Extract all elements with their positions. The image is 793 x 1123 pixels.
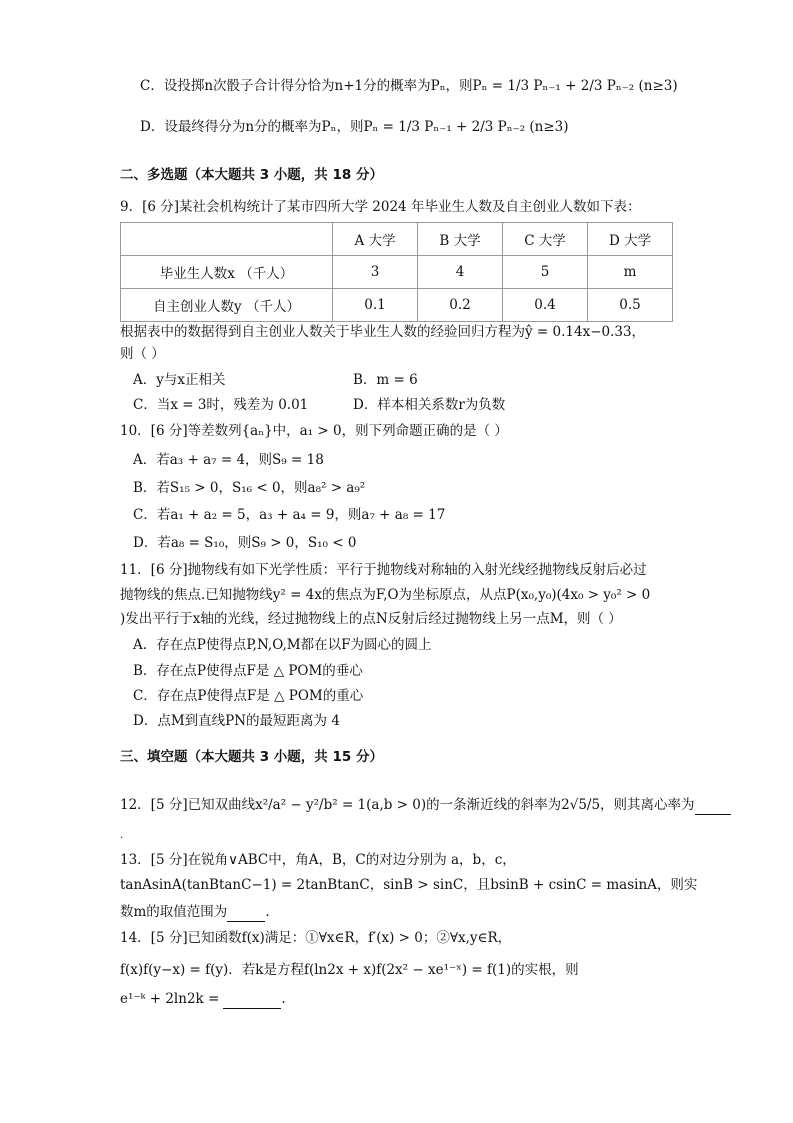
q9-option-c: C．当x = 3时，残差为 0.01	[133, 397, 309, 413]
q10-option-d: D．若a₈ = S₁₀，则S₉ > 0，S₁₀ < 0	[133, 535, 357, 551]
q11-option-b: B．存在点P使得点F是 △ POM的垂心	[133, 663, 363, 679]
q9-stem: 9．[6 分]某社会机构统计了某市四所大学 2024 年毕业生人数及自主创业人数如下表：	[120, 199, 641, 215]
q9-option-a: A．y与x正相关	[133, 372, 226, 388]
q9-option-d: D．样本相关系数r为负数	[353, 397, 506, 413]
q11-option-a: A．存在点P使得点P,N,O,M都在以F为圆心的圆上	[133, 637, 432, 653]
q13-line-3	[120, 902, 270, 922]
q11-line-1: 11．[6 分]抛物线有如下光学性质：平行于抛物线对称轴的入射光线经抛物线反射后必过	[120, 562, 647, 578]
table-cell: 0.1	[333, 289, 418, 322]
q12-answer-blank	[695, 800, 731, 815]
q13-line-2: tanAsinA(tanBtanC−1) = 2tanBtanC，sinB > sinC，且bsinB + csinC = masinA，则实	[120, 877, 698, 893]
table-header-cell: D 大学	[588, 223, 673, 256]
table-cell: 4	[418, 256, 503, 289]
table-row	[121, 289, 673, 322]
table-row	[121, 256, 673, 289]
q13-line-1: 13．[5 分]在锐角∨ABC中，角A，B，C的对边分别为 a，b，c，	[120, 852, 516, 868]
q13-line-3-end: .	[265, 904, 270, 920]
q14-answer-blank	[223, 994, 281, 1009]
q14-line-1: 14．[5 分]已知函数f(x)满足：①∀x∈R，f′(x) > 0；②∀x,y∈R，	[120, 930, 512, 946]
q13-line-3-text: 数m的取值范围为	[120, 904, 228, 920]
table-header-cell	[121, 223, 333, 256]
q11-line-3: )发出平行于x轴的光线，经过抛物线上的点N反射后经过抛物线上另一点M，则（ ）	[120, 611, 622, 627]
table-cell: 0.2	[418, 289, 503, 322]
q10-option-a: A．若a₃ + a₇ = 4，则S₉ = 18	[133, 452, 324, 468]
table-cell: m	[588, 256, 673, 289]
q10-option-c: C．若a₁ + a₂ = 5，a₃ + a₄ = 9，则a₇ + a₈ = 17	[133, 507, 446, 523]
table-header-row	[121, 223, 673, 256]
q10-option-b: B．若S₁₅ > 0，S₁₆ < 0，则a₈² > a₉²	[133, 480, 366, 496]
q9-option-b: B．m = 6	[353, 372, 418, 388]
q11-line-2: 抛物线的焦点.已知抛物线y² = 4x的焦点为F,O为坐标原点，从点P(x₀,y₀)(4x₀ > y₀² > 0	[120, 587, 651, 603]
table-cell: 0.4	[503, 289, 588, 322]
q14-line-3-text: e¹⁻ᵏ + 2ln2k =	[120, 991, 220, 1007]
table-cell: 毕业生人数x （千人）	[121, 256, 333, 289]
q9-question: 则（ ）	[120, 346, 165, 362]
q11-option-d: D．点M到直线PN的最短距离为 4	[133, 713, 340, 729]
q11-option-c: C．存在点P使得点F是 △ POM的重心	[133, 688, 364, 704]
q14-line-2: f(x)f(y−x) = f(y)．若k是方程f(ln2x + x)f(2x² − xe¹⁻ˣ) = f(1)的实根，则	[120, 962, 579, 978]
table-cell: 0.5	[588, 289, 673, 322]
table-header-cell: B 大学	[418, 223, 503, 256]
q8-option-d: D．设最终得分为n分的概率为Pₙ，则Pₙ = 1/3 Pₙ₋₁ + 2/3 Pₙ₋₂ (n≥3)	[140, 119, 569, 135]
table-cell: 自主创业人数y （千人）	[121, 289, 333, 322]
section-2-title: 二、多选题（本大题共 3 小题，共 18 分）	[120, 167, 383, 183]
table-header-cell: A 大学	[333, 223, 418, 256]
q14-line-3-end: .	[281, 991, 286, 1007]
table-cell: 5	[503, 256, 588, 289]
q12-stem-line	[120, 795, 731, 815]
q12-stem: 12．[5 分]已知双曲线x²/a² − y²/b² = 1(a,b > 0)的一条渐近线的斜率为2√5/5，则其离心率为	[120, 797, 695, 813]
q10-stem: 10．[6 分]等差数列{aₙ}中，a₁ > 0，则下列命题正确的是（ ）	[120, 423, 508, 439]
q12-trail: .	[120, 830, 124, 841]
q8-option-c: C．设投掷n次骰子合计得分恰为n+1分的概率为Pₙ，则Pₙ = 1/3 Pₙ₋₁ + 2/3 Pₙ₋₂ (n≥3)	[140, 78, 678, 94]
q9-regression-text: 根据表中的数据得到自主创业人数关于毕业生人数的经验回归方程为ŷ = 0.14x−0.33，	[120, 324, 646, 340]
table-header-cell: C 大学	[503, 223, 588, 256]
q9-table	[120, 222, 673, 322]
q13-answer-blank	[227, 907, 265, 922]
section-3-title: 三、填空题（本大题共 3 小题，共 15 分）	[120, 749, 383, 765]
q14-line-3	[120, 989, 286, 1009]
table-cell: 3	[333, 256, 418, 289]
